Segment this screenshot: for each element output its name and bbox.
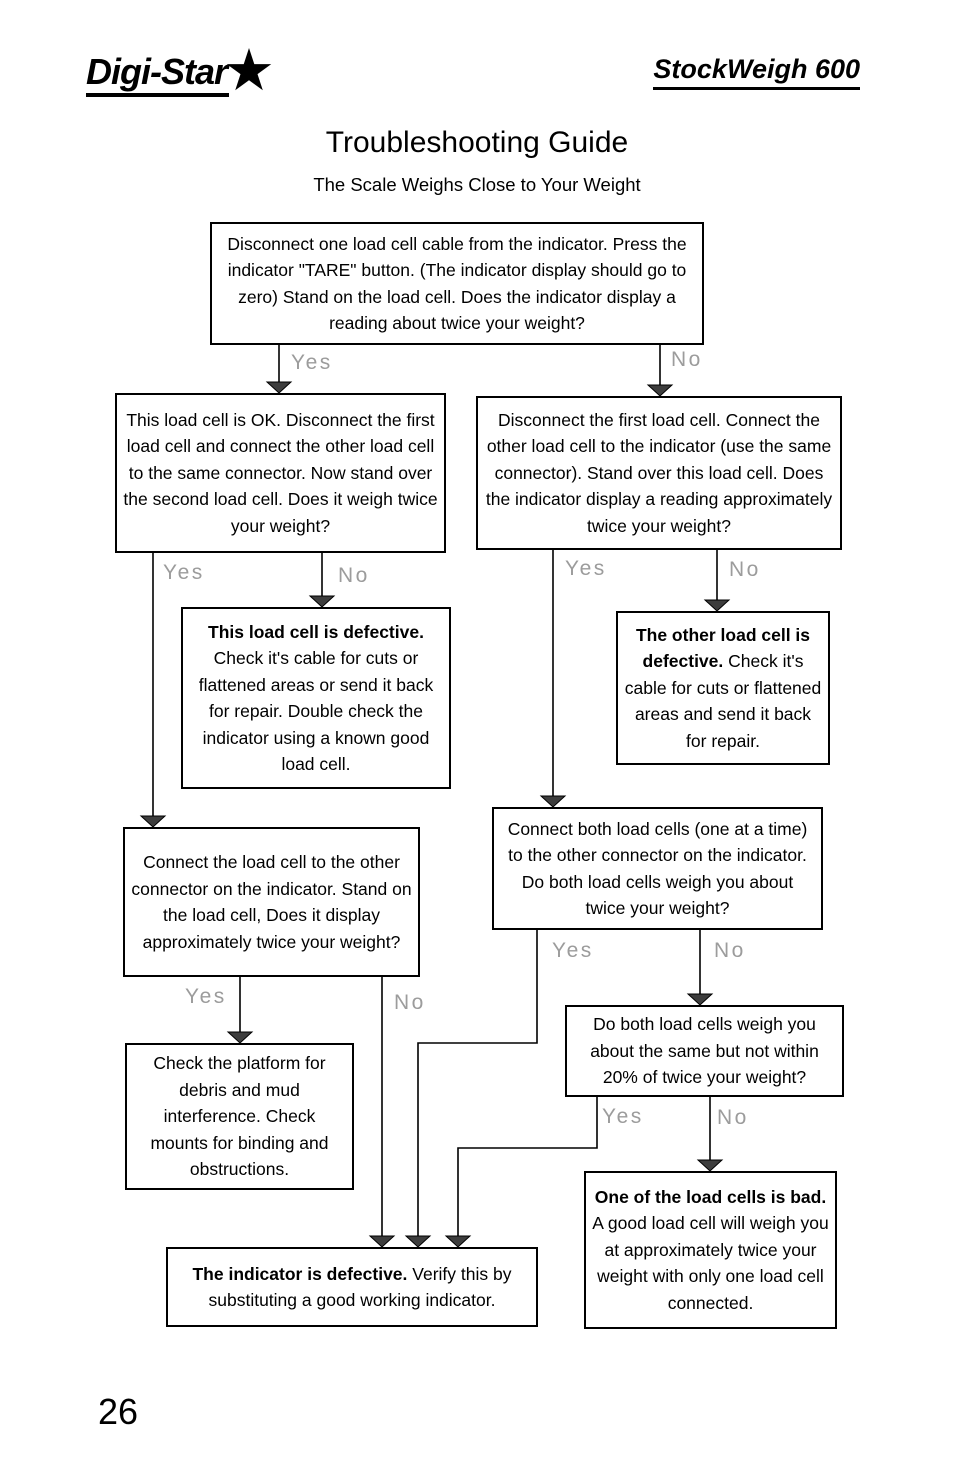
flow-box-left-ok-text: This load cell is OK. Disconnect the first load cell and connect the other load cell to the same connector. Now stand over the second load cell. Does it weigh twice your weight? bbox=[123, 409, 438, 536]
flow-box-right-disconnect bbox=[476, 396, 842, 550]
flow-box-left-defective-rest: Check it's cable for cuts or flattened areas or send it back for repair. Double check the indicator using a known good load cell. bbox=[198, 648, 434, 774]
digistar-logo-text: Digi-Star bbox=[86, 52, 229, 97]
page-number: 26 bbox=[98, 1391, 139, 1432]
branch-label-right-disconnect-no: No bbox=[729, 558, 761, 581]
flow-box-right-connect-both bbox=[492, 807, 823, 930]
flow-box-left-platform bbox=[125, 1043, 354, 1190]
branch-label-same-not-20-no: No bbox=[717, 1106, 749, 1129]
flow-box-start bbox=[210, 222, 704, 345]
flow-box-indicator-defective-rest: Verify this by substituting a good working indicator. bbox=[208, 1263, 512, 1310]
flow-box-right-connect-both-text: Connect both load cells (one at a time) to the other connector on the indicator. Do both load cells weigh you about twice your weight? bbox=[507, 818, 808, 918]
branch-label-start-yes: Yes bbox=[291, 351, 333, 374]
branch-label-right-connect-both-yes: Yes bbox=[552, 939, 594, 962]
flow-box-one-cell-bad-text bbox=[592, 1184, 829, 1317]
branch-label-same-not-20-yes: Yes bbox=[602, 1105, 644, 1128]
flow-box-right-defective-text bbox=[624, 622, 822, 755]
flow-box-left-defective bbox=[181, 607, 451, 789]
flow-box-right-disconnect-text: Disconnect the first load cell. Connect the other load cell to the indicator (use the same connector). Stand over this load cell. Does the indicator display a reading approximately twice your weight? bbox=[485, 409, 833, 536]
product-title: StockWeigh 600 bbox=[653, 54, 860, 90]
digistar-logo: Digi-Star★ bbox=[86, 38, 276, 103]
flow-box-indicator-defective-text bbox=[174, 1261, 530, 1314]
flow-box-left-connect-other-text: Connect the load cell to the other connector on the indicator. Stand on the load cell, Does it display approximately twice your weight? bbox=[131, 852, 412, 952]
flow-box-left-platform-text: Check the platform for debris and mud interference. Check mounts for binding and obstructions. bbox=[150, 1053, 329, 1180]
branch-label-left-connect-other-yes: Yes bbox=[185, 985, 227, 1008]
branch-label-right-disconnect-yes: Yes bbox=[565, 557, 607, 580]
flow-box-start-text: Disconnect one load cell cable from the indicator. Press the indicator "TARE" button. (The indicator display should go to zero) Stand on the load cell. Does the indicator display a reading about twice your weight? bbox=[227, 233, 687, 333]
flow-box-right-defective-lead: The other load cell is defective. bbox=[635, 624, 811, 672]
flow-box-one-cell-bad-rest: A good load cell will weigh you at approximately twice your weight with only one load cell connected. bbox=[592, 1213, 829, 1313]
flow-box-left-connect-other bbox=[123, 827, 420, 977]
page-title: Troubleshooting Guide bbox=[325, 126, 629, 159]
branch-label-start-no: No bbox=[671, 348, 703, 371]
flow-box-left-ok bbox=[115, 393, 446, 553]
flow-box-right-defective bbox=[616, 611, 830, 765]
page-subtitle: The Scale Weighs Close to Your Weight bbox=[313, 174, 641, 195]
flow-box-right-same-not-20-text: Do both load cells weigh you about the same but not within 20% of twice your weight? bbox=[590, 1014, 819, 1088]
branch-label-left-ok-no: No bbox=[338, 564, 370, 587]
branch-label-left-connect-other-no: No bbox=[394, 991, 426, 1014]
branch-label-right-connect-both-no: No bbox=[714, 939, 746, 962]
branch-label-left-ok-yes: Yes bbox=[163, 561, 205, 584]
flow-box-right-defective-rest: Check it's cable for cuts or flattened areas and send it back for repair. bbox=[624, 651, 822, 751]
flow-box-right-same-not-20 bbox=[565, 1005, 844, 1097]
flow-box-left-defective-text bbox=[189, 619, 443, 778]
flow-box-one-cell-bad bbox=[584, 1171, 837, 1329]
flow-box-indicator-defective bbox=[166, 1247, 538, 1327]
flow-box-one-cell-bad-lead: One of the load cells is bad. bbox=[594, 1186, 827, 1207]
flow-box-indicator-defective-lead: The indicator is defective. bbox=[192, 1263, 408, 1284]
flow-box-left-defective-lead: This load cell is defective. bbox=[208, 621, 424, 642]
